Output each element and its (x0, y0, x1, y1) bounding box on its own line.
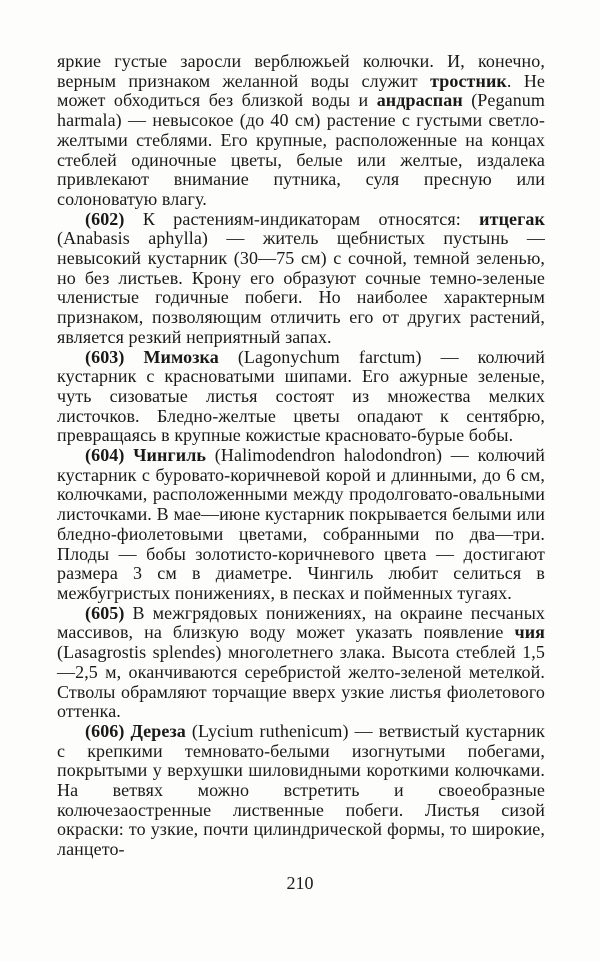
bold-term: (606) Дереза (85, 720, 186, 741)
paragraph (57, 604, 545, 722)
bold-term: (604) Чингиль (85, 445, 207, 466)
paragraph (57, 52, 545, 210)
text-run: (Anabasis aphylla) — житель щебнистых пустынь — невысокий кустарник (30—75 см) с сочной, темной зеленью, но без листьев. Крону его образуют сочные темно-зеленые членистые годичные побеги. Но наиболее характерным признаком, позволяющим отличить его от других растений, является резкий неприятный запах. (57, 228, 545, 347)
text-run: яркие густые заросли верблюжьей колючки. И, конечно, верным признаком желанной воды служит (57, 51, 545, 91)
text-block (57, 52, 545, 860)
text-run: В межгрядовых понижениях, на окраине песчаных массивов, на близкую воду может указать появление (57, 602, 545, 643)
paragraph (57, 722, 545, 860)
bold-term: (603) Мимозка (85, 346, 219, 367)
paragraph (57, 446, 545, 604)
bold-term: итцегак (479, 208, 545, 229)
paragraph (57, 348, 545, 447)
text-run: К растениям-индикаторам относятся: (124, 208, 480, 229)
bold-term: (602) (85, 208, 125, 229)
text-run: . Не может обходиться без близкой воды и (57, 70, 546, 111)
text-run: (Lagonychum farctum) — колючий кустарник с красноватыми шипами. Его ажурные зеленые, чуть сизоватые листья состоят из множества мелких листочков. Бледно-желтые цветы опадают к сентябрю, превращаясь в крупные кожистые красновато-бурые бобы. (57, 346, 545, 446)
text-run: (Peganum harmala) — невысокое (до 40 см) растение с густыми светло-желтыми стеблями. Его крупные, расположенные на концах стеблей одиночные цветы, белые или желтые, издалека привлекают внимание путника, суля пресную или солоноватую влагу. (57, 90, 545, 209)
text-run: (Lasagrostis splendes) многолетнего злака. Высота стеблей 1,5—2,5 м, оканчиваются серебристой желто-зеленой метелкой. Стволы обрамляют торчащие вверх узкие листья фиолетового оттенка. (57, 642, 545, 722)
text-run: (Lycium ruthenicum) — ветвистый кустарник с крепкими темновато-белыми изогнутыми побегами, покрытыми у верхушки шиловидными короткими колючками. На ветвях можно встретить и своеобразные колючезаостренные лиственные побеги. Листья сизой окраски: то узкие, почти цилиндрической формы, то широкие, ланцето- (57, 720, 546, 860)
bold-term: (605) (85, 602, 125, 623)
bold-term: чия (514, 622, 545, 643)
bold-term: андраспан (376, 90, 463, 111)
bold-term: тростник (430, 70, 507, 91)
paragraph (57, 210, 545, 348)
page-number: 210 (286, 873, 314, 893)
text-run: (Halimodendron halodondron) — колючий кустарник с буровато-коричневой корой и длинными, до 6 см, колючками, расположенными между продолговато-овальными листочками. В мае—июне кустарник покрывается белыми или бледно-фиолетовыми цветами, собранными по два—три. Плоды — бобы золотисто-коричневого цвета — достигают размера 3 см в диаметре. Чингиль любит селиться в межбугристых понижениях, в песках и пойменных тугаях. (57, 445, 546, 603)
